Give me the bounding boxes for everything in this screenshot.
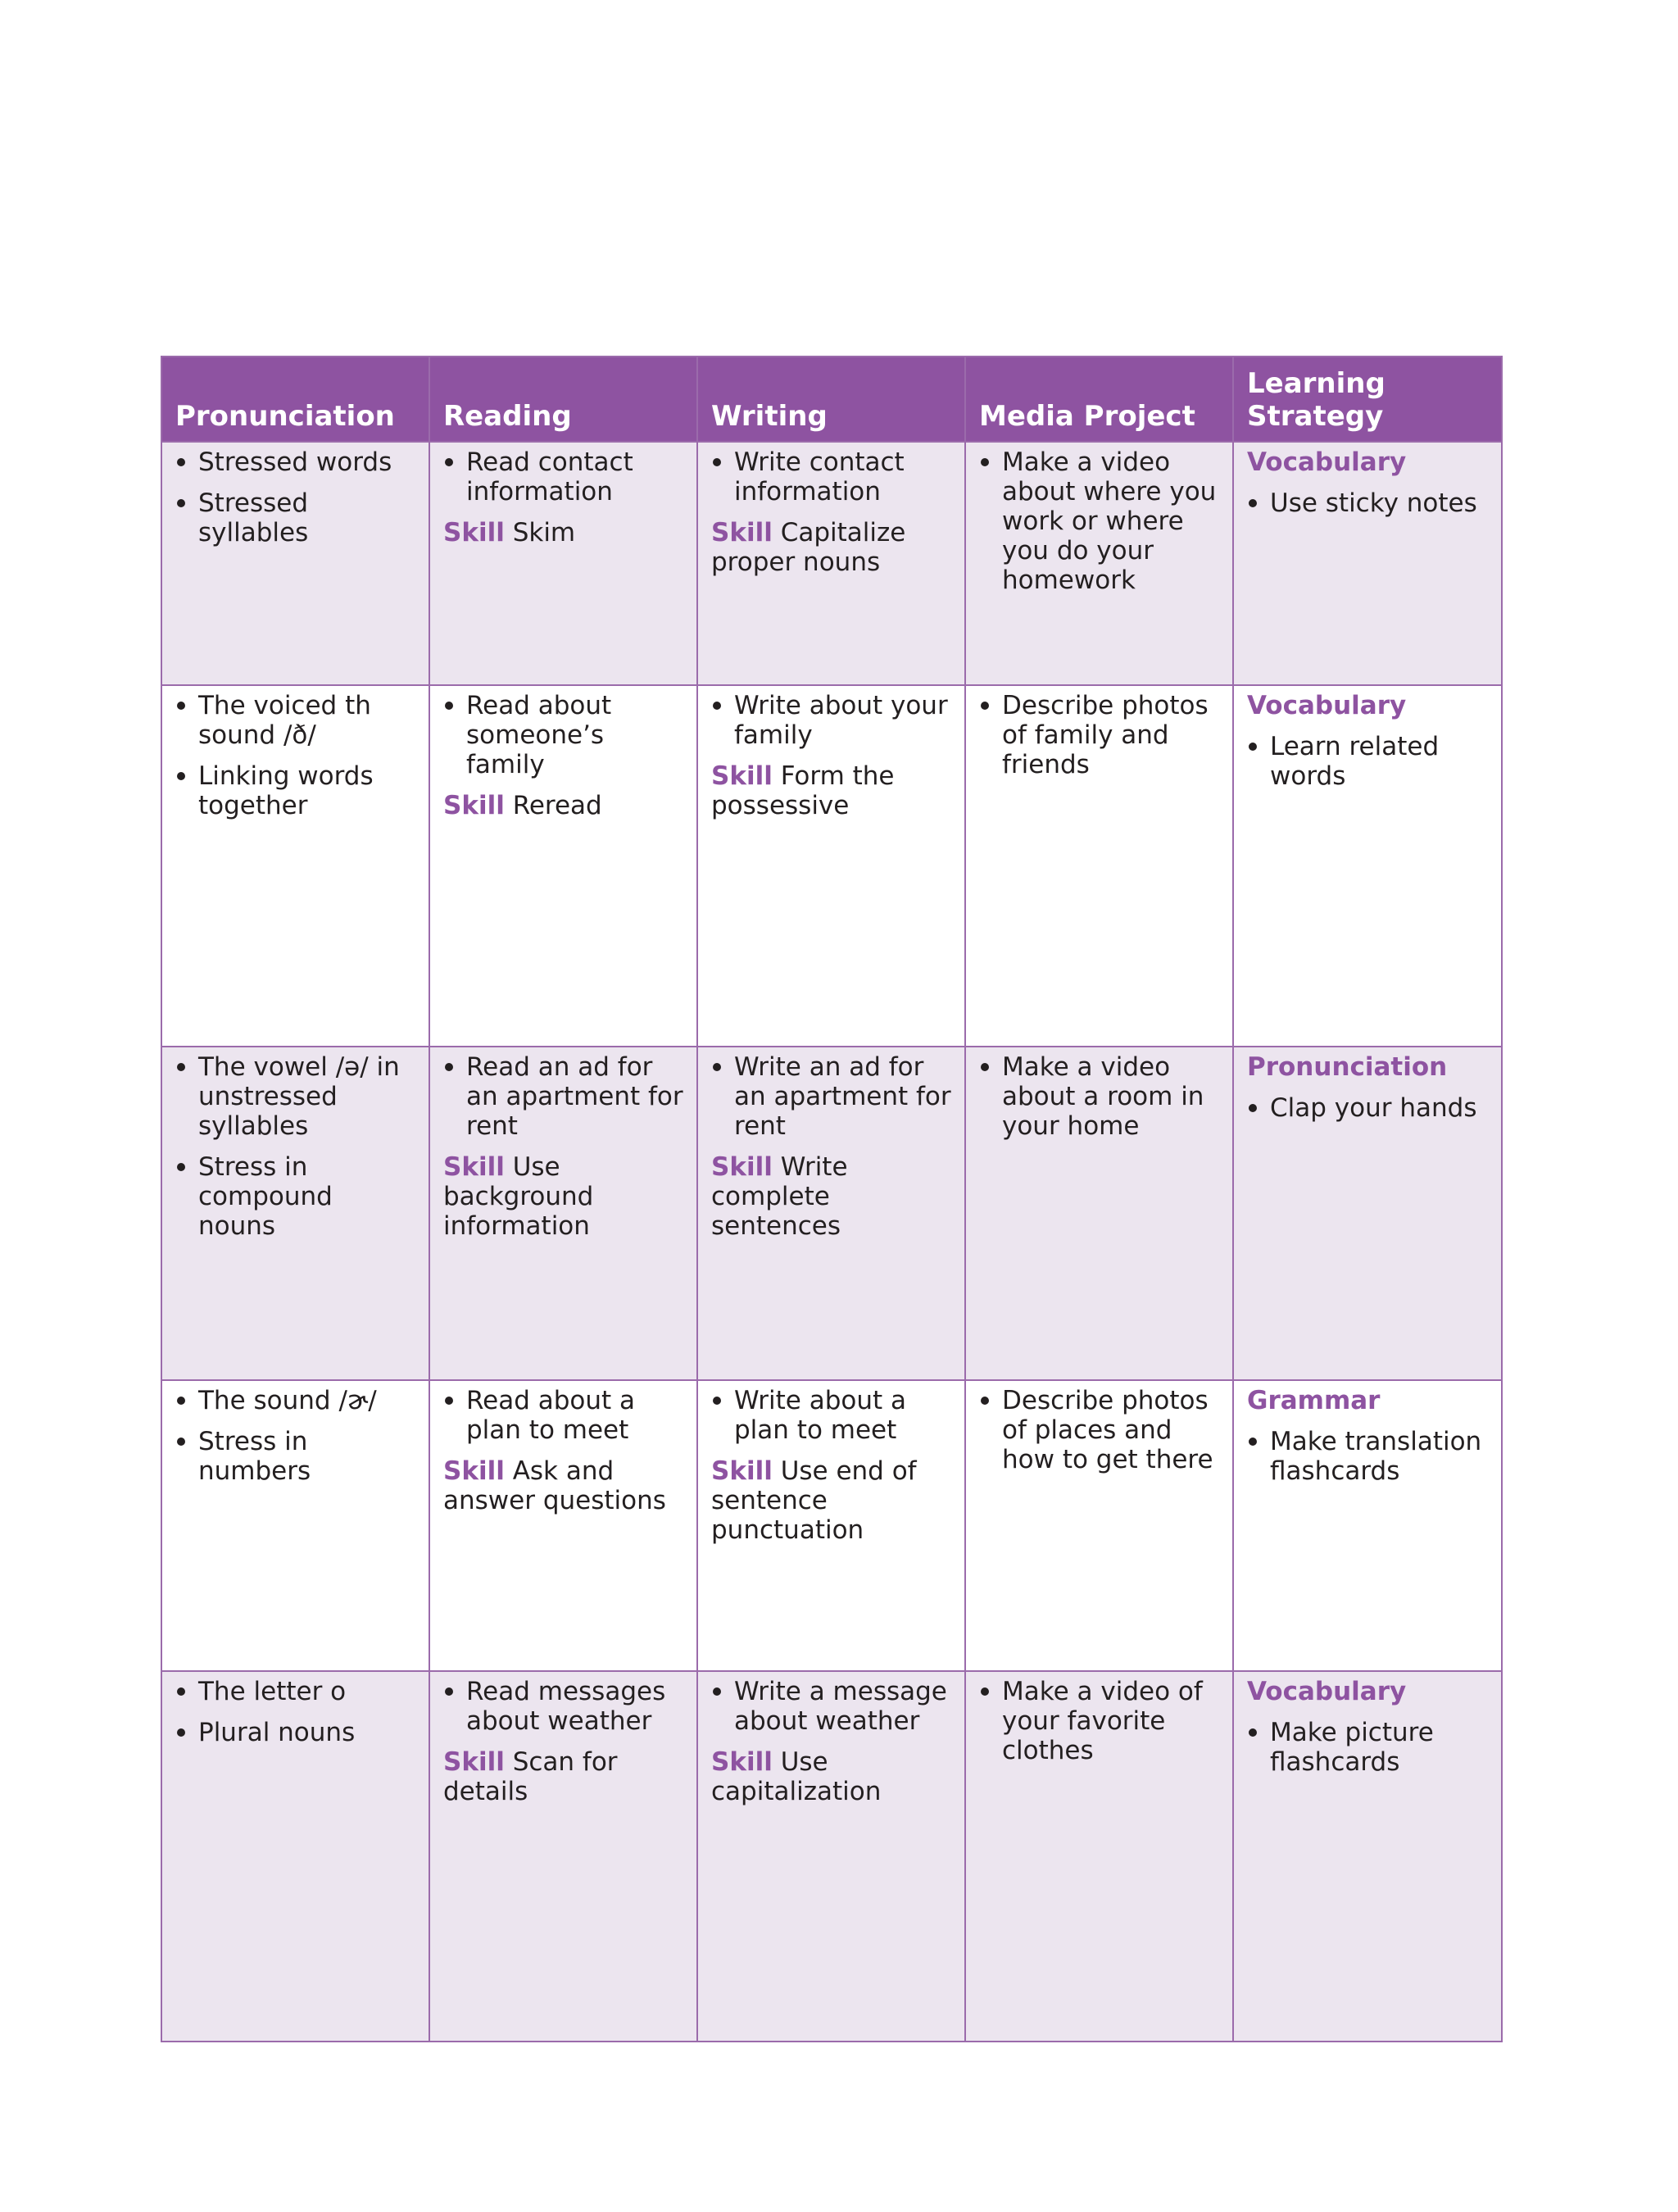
list-item: Write about a plan to meet xyxy=(711,1386,953,1445)
list-item: Make a video about where you work or where you do your homework xyxy=(979,447,1221,595)
media-project-cell xyxy=(965,1671,1233,2042)
skill-line xyxy=(443,518,685,547)
skill-text: Form the possessive xyxy=(711,761,895,820)
pronunciation-cell xyxy=(161,1380,429,1671)
skill-text: Skim xyxy=(512,518,576,547)
table-row xyxy=(161,1671,1502,2042)
reading-cell xyxy=(429,1671,697,2042)
skill-label: Skill xyxy=(711,518,773,547)
skill-text: Scan for details xyxy=(443,1747,618,1806)
skill-text: Ask and answer questions xyxy=(443,1456,666,1515)
skill-label: Skill xyxy=(711,1456,773,1486)
header-learning-strategy: Learning Strategy xyxy=(1233,357,1502,442)
reading-cell xyxy=(429,685,697,1047)
list-item: Clap your hands xyxy=(1247,1093,1490,1123)
strategy-title: Vocabulary xyxy=(1247,447,1407,477)
writing-cell xyxy=(697,1380,965,1671)
header-writing: Writing xyxy=(697,357,965,442)
skill-label: Skill xyxy=(443,1152,505,1182)
writing-cell xyxy=(697,1671,965,2042)
skill-text: Use end of sentence punctuation xyxy=(711,1456,917,1545)
list-item: Write a message about weather xyxy=(711,1677,953,1736)
list-item: Write contact information xyxy=(711,447,953,506)
skill-label: Skill xyxy=(711,1747,773,1777)
table-row xyxy=(161,1047,1502,1380)
list-item: Make a video about a room in your home xyxy=(979,1052,1221,1141)
list-item: Write an ad for an apartment for rent xyxy=(711,1052,953,1141)
list-item: Use sticky notes xyxy=(1247,488,1490,518)
list-item: Read messages about weather xyxy=(443,1677,685,1736)
list-item: Stressed syllables xyxy=(175,488,417,547)
skill-label: Skill xyxy=(443,1456,505,1486)
reading-cell xyxy=(429,1380,697,1671)
skill-text: Write complete sentences xyxy=(711,1152,848,1241)
learning-strategy-cell xyxy=(1233,1380,1502,1671)
scope-and-sequence-table xyxy=(161,356,1503,2042)
learning-strategy-cell xyxy=(1233,1047,1502,1380)
table-header-row xyxy=(161,357,1502,442)
table-row xyxy=(161,685,1502,1047)
writing-cell xyxy=(697,685,965,1047)
strategy-title: Vocabulary xyxy=(1247,691,1407,720)
skill-line xyxy=(443,791,685,820)
strategy-title: Grammar xyxy=(1247,1386,1381,1415)
list-item: Make translation flashcards xyxy=(1247,1427,1490,1486)
list-item: Read about a plan to meet xyxy=(443,1386,685,1445)
list-item: Plural nouns xyxy=(175,1718,417,1747)
skill-line xyxy=(711,761,953,820)
pronunciation-cell xyxy=(161,685,429,1047)
list-item: The letter o xyxy=(175,1677,417,1706)
skill-text: Capitalize proper nouns xyxy=(711,518,906,577)
list-item: Read an ad for an apartment for rent xyxy=(443,1052,685,1141)
pronunciation-cell xyxy=(161,442,429,685)
list-item: Describe photos of family and friends xyxy=(979,691,1221,779)
list-item: Stress in compound nouns xyxy=(175,1152,417,1241)
learning-strategy-cell xyxy=(1233,685,1502,1047)
skill-line xyxy=(711,1152,953,1241)
skill-label: Skill xyxy=(711,1152,773,1182)
list-item: Make picture flashcards xyxy=(1247,1718,1490,1777)
pronunciation-cell xyxy=(161,1047,429,1380)
skill-label: Skill xyxy=(443,1747,505,1777)
header-reading: Reading xyxy=(429,357,697,442)
learning-strategy-cell xyxy=(1233,442,1502,685)
list-item: Linking words together xyxy=(175,761,417,820)
table-row xyxy=(161,442,1502,685)
list-item: Learn related words xyxy=(1247,732,1490,791)
header-pronunciation: Pronunciation xyxy=(161,357,429,442)
media-project-cell xyxy=(965,685,1233,1047)
list-item: Make a video of your favorite clothes xyxy=(979,1677,1221,1765)
list-item: Describe photos of places and how to get there xyxy=(979,1386,1221,1474)
header-media-project: Media Project xyxy=(965,357,1233,442)
strategy-title: Vocabulary xyxy=(1247,1677,1407,1706)
media-project-cell xyxy=(965,1047,1233,1380)
skill-line xyxy=(711,1747,953,1806)
skill-label: Skill xyxy=(443,518,505,547)
skill-text: Use background information xyxy=(443,1152,594,1241)
list-item: The vowel /ə/ in unstressed syllables xyxy=(175,1052,417,1141)
media-project-cell xyxy=(965,442,1233,685)
writing-cell xyxy=(697,442,965,685)
skill-line xyxy=(711,518,953,577)
list-item: Stress in numbers xyxy=(175,1427,417,1486)
reading-cell xyxy=(429,1047,697,1380)
skill-label: Skill xyxy=(711,761,773,791)
list-item: The sound /ɚ/ xyxy=(175,1386,417,1415)
skill-line xyxy=(443,1152,685,1241)
table-row xyxy=(161,1380,1502,1671)
skill-line xyxy=(443,1747,685,1806)
list-item: Stressed words xyxy=(175,447,417,477)
skill-line xyxy=(711,1456,953,1545)
skill-text: Reread xyxy=(512,791,602,820)
skill-line xyxy=(443,1456,685,1515)
skill-text: Use capitalization xyxy=(711,1747,882,1806)
skill-label: Skill xyxy=(443,791,505,820)
strategy-title: Pronunciation xyxy=(1247,1052,1448,1082)
reading-cell xyxy=(429,442,697,685)
list-item: Read contact information xyxy=(443,447,685,506)
list-item: The voiced th sound /ð/ xyxy=(175,691,417,750)
list-item: Write about your family xyxy=(711,691,953,750)
learning-strategy-cell xyxy=(1233,1671,1502,2042)
writing-cell xyxy=(697,1047,965,1380)
list-item: Read about someone’s family xyxy=(443,691,685,779)
pronunciation-cell xyxy=(161,1671,429,2042)
media-project-cell xyxy=(965,1380,1233,1671)
